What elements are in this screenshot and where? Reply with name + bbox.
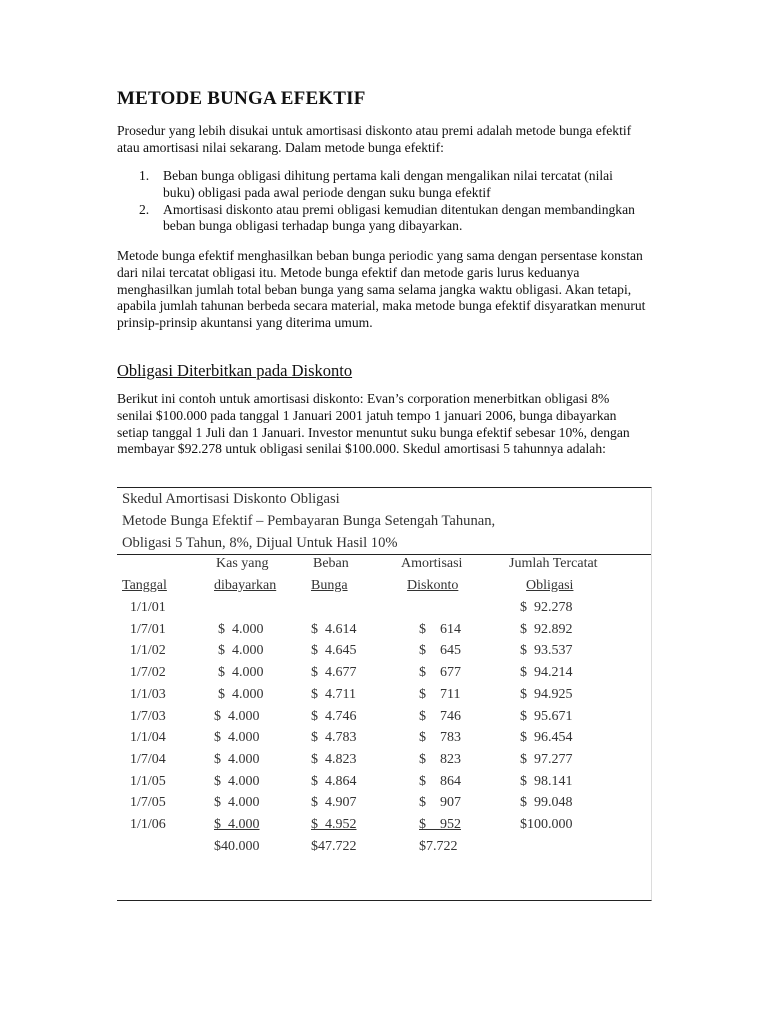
table-cell: 1/1/04 bbox=[130, 730, 166, 746]
table-cell: $ 677 bbox=[419, 665, 461, 681]
table-cell: $ 4.000 bbox=[218, 621, 264, 637]
column-header: Jumlah Tercatat bbox=[509, 556, 598, 571]
table-cell: 1/7/02 bbox=[130, 665, 166, 681]
table-cell: $ 952 bbox=[419, 817, 461, 832]
table-cell: $ 4.000 bbox=[218, 643, 264, 659]
table-cell: $ 4.000 bbox=[214, 708, 260, 724]
table-cell: $ 4.952 bbox=[311, 817, 357, 832]
table-cell: $ 614 bbox=[419, 621, 461, 637]
table-cell: $ 93.537 bbox=[520, 643, 573, 659]
table-cell: 1/1/02 bbox=[130, 643, 166, 659]
table-cell: $ 4.711 bbox=[311, 686, 356, 702]
table-cell: $ 4.907 bbox=[311, 795, 357, 811]
list-text: Beban bunga obligasi dihitung pertama kali dengan mengalikan nilai tercatat (nilai buku) obligasi pada awal periode dengan suku bunga efektif bbox=[163, 168, 613, 200]
intro-paragraph: Prosedur yang lebih disukai untuk amortisasi diskonto atau premi adalah metode bunga efektif atau amortisasi nilai sekarang. Dalam metode bunga efektif: bbox=[117, 123, 632, 155]
table-cell: $ 94.214 bbox=[520, 665, 573, 681]
table-cell: $ 4.000 bbox=[214, 817, 260, 832]
table-cell: $ 92.278 bbox=[520, 600, 573, 615]
table-cell: $ 94.925 bbox=[520, 686, 573, 702]
table-cell: $ 92.892 bbox=[520, 621, 573, 637]
table-cell: $ 98.141 bbox=[520, 773, 573, 789]
table-cell: $ 645 bbox=[419, 643, 461, 659]
table-cell: $ 96.454 bbox=[520, 730, 573, 746]
table-cell: $ 4.000 bbox=[214, 730, 260, 746]
column-header: Kas yang bbox=[216, 556, 269, 571]
list-item bbox=[117, 168, 647, 202]
table-cell: $100.000 bbox=[520, 817, 573, 832]
table-cell: $ 4.677 bbox=[311, 665, 357, 681]
table-cell: $ 746 bbox=[419, 708, 461, 724]
table-cell: $ 711 bbox=[419, 686, 461, 702]
table-title-line: Skedul Amortisasi Diskonto Obligasi bbox=[122, 491, 340, 507]
table-cell: $ 4.783 bbox=[311, 730, 357, 746]
table-title-line: Obligasi 5 Tahun, 8%, Dijual Untuk Hasil 10% bbox=[122, 535, 398, 551]
table-cell: $ 4.864 bbox=[311, 773, 357, 789]
table-cell: $ 4.000 bbox=[218, 665, 264, 681]
list-item bbox=[117, 202, 647, 236]
column-header: Tanggal bbox=[122, 578, 167, 593]
table-divider bbox=[117, 554, 651, 555]
table-cell: $ 4.000 bbox=[214, 795, 260, 811]
total-cell: $40.000 bbox=[214, 838, 260, 854]
table-cell: $ 4.000 bbox=[218, 686, 264, 702]
table-title-line: Metode Bunga Efektif – Pembayaran Bunga Setengah Tahunan, bbox=[122, 513, 496, 529]
column-header: Obligasi bbox=[526, 578, 574, 593]
column-header: Amortisasi bbox=[401, 556, 463, 571]
table-cell: 1/7/01 bbox=[130, 621, 166, 637]
table-cell: $ 4.823 bbox=[311, 751, 357, 767]
table-cell: $ 783 bbox=[419, 730, 461, 746]
table-cell: 1/1/01 bbox=[130, 600, 166, 615]
list-number: 2. bbox=[139, 201, 150, 217]
table-cell: $ 4.000 bbox=[214, 751, 260, 767]
table-cell: $ 864 bbox=[419, 773, 461, 789]
table-cell: $ 4.645 bbox=[311, 643, 357, 659]
table-cell: $ 4.614 bbox=[311, 621, 357, 637]
table-cell: $ 4.000 bbox=[214, 773, 260, 789]
example-paragraph: Berikut ini contoh untuk amortisasi diskonto: Evan’s corporation menerbitkan obligasi 8% senilai $100.000 pada tanggal 1 Januari 2001 jatuh tempo 1 januari 2006, bunga dibayarkan setiap tanggal 1 Juli dan 1 Januari. Investor menuntut suku bunga efektif sebesar 10%, dengan membayar $92.278 untuk obligasi senilai $100.000. Skedul amortisasi 5 tahunnya adalah: bbox=[117, 391, 630, 457]
table-cell: $ 99.048 bbox=[520, 795, 573, 811]
table-cell: $ 95.671 bbox=[520, 708, 573, 724]
table-cell: 1/1/05 bbox=[130, 773, 166, 789]
table-cell: 1/1/03 bbox=[130, 686, 166, 702]
page-title: METODE BUNGA EFEKTIF bbox=[117, 88, 366, 109]
table-cell: $ 97.277 bbox=[520, 751, 573, 767]
amortization-table bbox=[117, 487, 652, 901]
total-cell: $7.722 bbox=[419, 838, 458, 854]
column-header: Bunga bbox=[311, 578, 348, 593]
table-cell: $ 907 bbox=[419, 795, 461, 811]
section-title: Obligasi Diterbitkan pada Diskonto bbox=[117, 361, 353, 380]
column-header: dibayarkan bbox=[214, 578, 277, 593]
table-cell: $ 823 bbox=[419, 751, 461, 767]
table-cell: 1/1/06 bbox=[130, 817, 166, 832]
method-paragraph: Metode bunga efektif menghasilkan beban bunga periodic yang sama dengan persentase konstan dari nilai tercatat obligasi itu. Metode bunga efektif dan metode garis lurus keduanya menghasilkan jumlah total beban bunga yang sama selama jangka waktu obligasi. Akan tetapi, apabila jumlah tahunan berbeda secara material, maka metode bunga efektif disyaratkan menurut prinsip-prinsip akuntansi yang diterima umum. bbox=[117, 248, 646, 331]
column-header: Diskonto bbox=[407, 578, 459, 593]
table-cell: 1/7/03 bbox=[130, 708, 166, 724]
list-text: Amortisasi diskonto atau premi obligasi kemudian ditentukan dengan membandingkan beban bunga obligasi terhadap bunga yang dibayarkan. bbox=[163, 201, 635, 234]
table-cell: 1/7/05 bbox=[130, 795, 166, 811]
table-cell: 1/7/04 bbox=[130, 751, 166, 767]
column-header: Beban bbox=[313, 556, 349, 571]
total-cell: $47.722 bbox=[311, 838, 357, 854]
list-number: 1. bbox=[139, 168, 150, 183]
table-cell: $ 4.746 bbox=[311, 708, 357, 724]
procedure-list bbox=[117, 168, 647, 235]
